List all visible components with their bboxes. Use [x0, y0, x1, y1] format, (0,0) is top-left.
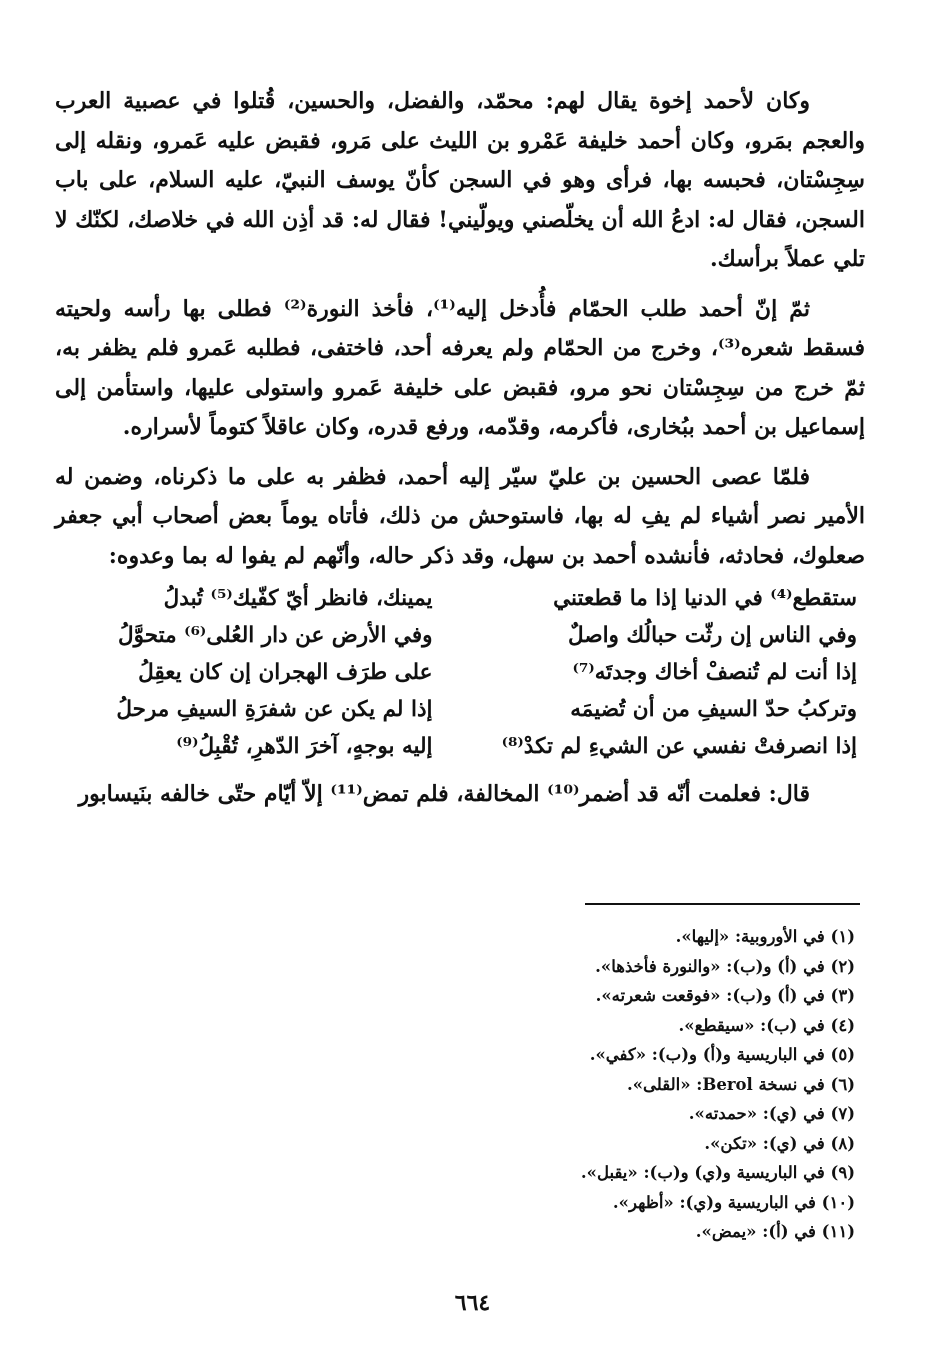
poem-verse-4-second: إذا لم يكن عن شفرَةِ السيفِ مرحلُ [116, 697, 433, 722]
paragraph-3: فلمّا عصى الحسين بن عليّ سيّر إليه أحمد، فظفر به على ما ذكرناه، وضمن له الأمير نصر أشياء لم يفِ له بها، فاستوحش من ذلك، فأتاه يوماً بعض أصحاب أبي جعفر صعلوك، فحادثه، فأنشده أحمد بن سهل، وقد ذكر حاله، وأنّهم لم يفوا له بما وعدوه: [55, 463, 865, 569]
footnote-6: (٦) في نسخة Berol: «القلى». [627, 1074, 855, 1094]
main-text [55, 82, 865, 825]
footnote-9: (٩) في الباريسية و(ي) و(ب): «يقبل». [580, 1163, 855, 1182]
footnote-10: (١٠) في الباريسية و(ي): «أظهر». [612, 1192, 855, 1212]
poem-verse-4-first: وتركبُ حدّ السيفِ من أن تُضيمَه [570, 697, 857, 722]
footnotes [335, 922, 855, 1247]
poem-verse-5-first: إذا انصرفتْ نفسي عن الشيءِ لم تكدْ⁽⁸⁾ [501, 734, 857, 759]
poem-verse-2-second: وفي الأرض عن دار العُلى⁽⁶⁾ متحوَّلُ [117, 623, 433, 648]
poem-verse-1-second: يمينك، فانظر أيّ كفّيك⁽⁵⁾ تُبدلُ [163, 586, 433, 611]
paragraph-2: ثمّ إنّ أحمد طلب الحمّام فأُدخل إليه⁽¹⁾، فأخذ النورة⁽²⁾ فطلى بها رأسه ولحيته فسقط شعره⁽³⁾، وخرج من الحمّام ولم يعرفه أحد، فاختفى، فطلبه عَمرو فلم يظفر به، ثمّ خرج من سِجِسْتان نحو مرو، فقبض على خليفة عَمرو واستولى عليها، واستأمن إلى إسماعيل بن أحمد ببُخارى، فأكرمه، وقدّمه، ورفع قدره، وكان عاقلاً كتوماً لأسراره. [55, 295, 866, 440]
poem-verse-1-first: ستقطع⁽⁴⁾ في الدنيا إذا ما قطعتني [553, 586, 857, 611]
poem-verse-2-first: وفي الناس إن رثّت حبالُك واصلٌ [568, 623, 857, 648]
footnote-4: (٤) في (ب): «سيقطع». [678, 1015, 855, 1035]
footnote-7: (٧) في (ي): «حمدته». [688, 1104, 855, 1123]
footnote-8: (٨) في (ي): «تكن». [704, 1133, 855, 1153]
page-number: ٦٦٤ [454, 1290, 491, 1316]
footnote-5: (٥) في الباريسية و(أ) و(ب): «كفي». [589, 1045, 855, 1064]
paragraph-1: وكان لأحمد إخوة يقال لهم: محمّد، والفضل، والحسين، قُتلوا في عصبية العرب والعجم بمَرو، وكان أحمد خليفة عَمْرو بن الليث على مَرو، فقبض عليه عَمرو، ونقله إلى سِجِسْتان، فحبسه بها، فرأى وهو في السجن كأنّ يوسف النبيّ، عليه السلام، على باب السجن، فقال له: ادعُ الله أن يخلّصني ويولّيني! فقال له: قد أذِن الله في خلاصك، لكنّك لا تلي عملاً برأسك. [55, 88, 865, 272]
footnote-1: (١) في الأوروبية: «إليها». [675, 927, 855, 946]
footnote-3: (٣) في (أ) و(ب): «فوقعت شعرته». [595, 986, 855, 1005]
poem-verse-3-second: على طرَف الهجران إن كان يعقِلُ [138, 660, 433, 685]
poem-verse-5-second: إليه بوجهٍ، آخرَ الدّهرِ، تُقْبِلُ⁽⁹⁾ [176, 734, 433, 759]
footnote-2: (٢) في (أ) و(ب): «والنورة فأخذها». [595, 956, 855, 976]
footnote-separator [585, 903, 860, 905]
closing-paragraph: قال: فعلمت أنّه قد أضمر⁽¹⁰⁾ المخالفة، فلم تمض⁽¹¹⁾ إلاّ أيّام حتّى خالفه بنَيسابور [78, 781, 810, 807]
poem [63, 580, 857, 765]
poem-verse-3-first: إذا أنت لم تُنصفْ أخاك وجدتَه⁽⁷⁾ [572, 660, 857, 685]
footnote-11: (١١) في (أ): «يمض». [695, 1222, 855, 1241]
